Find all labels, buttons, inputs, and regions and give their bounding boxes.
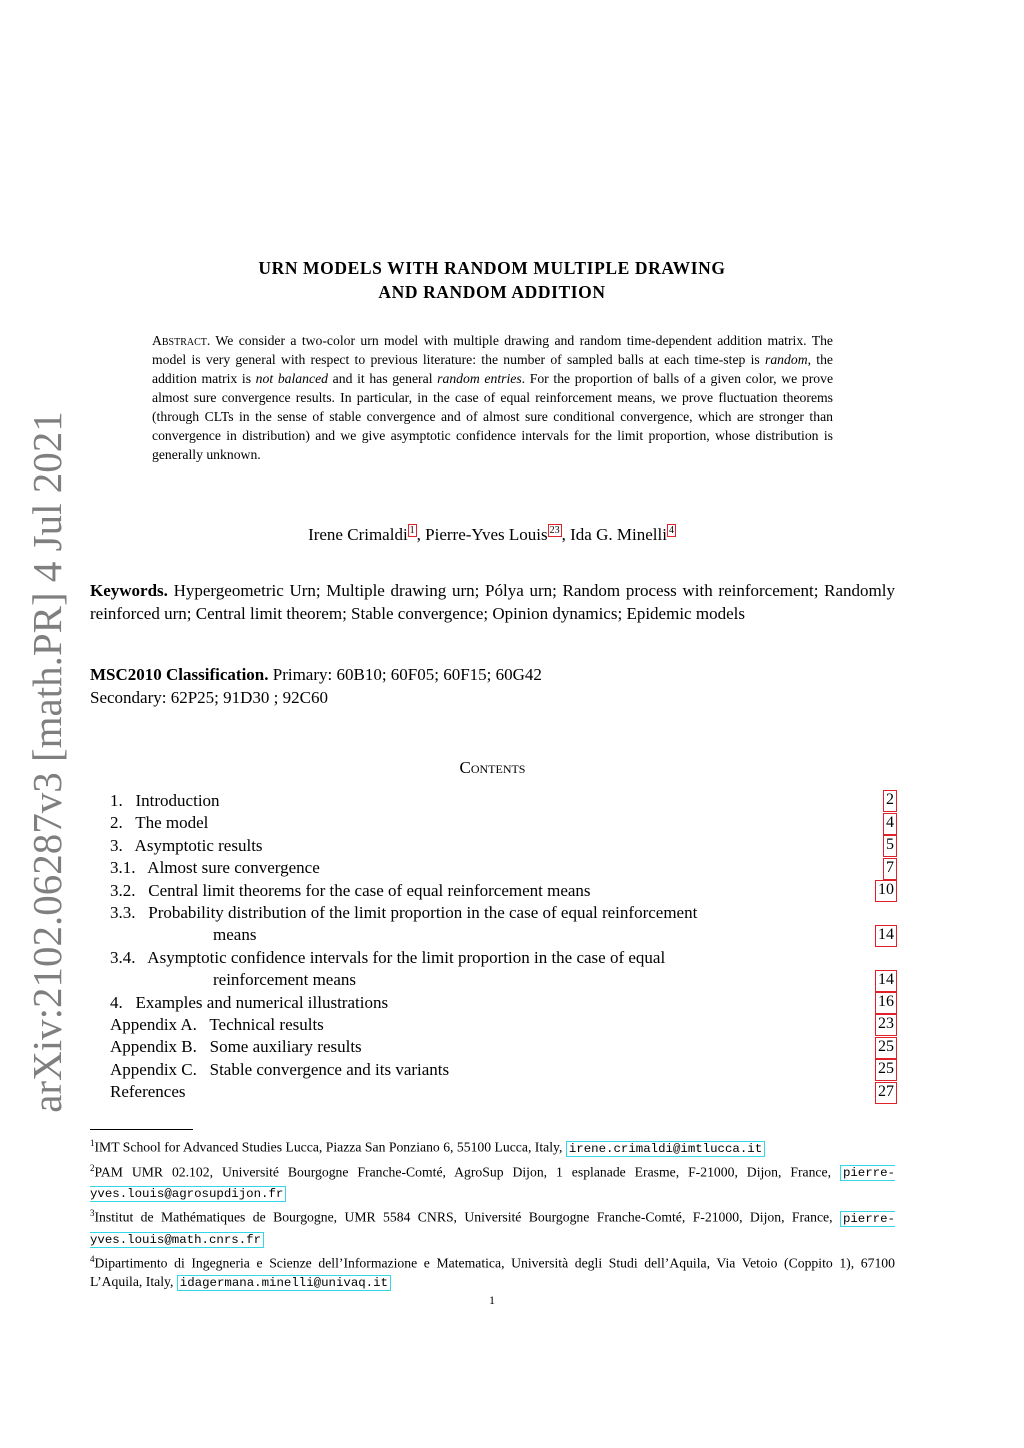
toc-entry-text: Appendix B. Some auxiliary results <box>110 1037 362 1057</box>
footnote-mark: 2 <box>90 1162 95 1173</box>
msc-secondary: Secondary: 62P25; 91D30 ; 92C60 <box>90 687 328 707</box>
toc-page-link[interactable]: 4 <box>883 813 897 835</box>
keywords <box>90 580 895 625</box>
toc-page-link[interactable]: 2 <box>883 790 897 812</box>
email-link[interactable]: irene.crimaldi@imtlucca.it <box>566 1141 765 1157</box>
contents-title: Contents <box>459 758 526 777</box>
footnote-link-4[interactable]: 4 <box>668 525 674 537</box>
footnotes <box>90 1134 895 1293</box>
toc-entry-text: References <box>110 1082 186 1102</box>
email-link[interactable]: pierre-yves.louis@agrosupdijon.fr <box>90 1166 895 1202</box>
footnote-2 <box>90 1159 895 1205</box>
footnote-mark: 1 <box>90 1138 95 1148</box>
toc-entry-appendix-b[interactable] <box>110 1036 897 1058</box>
toc-entry-text: 2. The model <box>110 813 209 833</box>
footnote-4 <box>90 1250 895 1294</box>
toc-page-link[interactable]: 14 <box>875 970 897 992</box>
footnote-text: Institut de Mathématiques de Bourgogne, UMR 5584 CNRS, Université Bourgogne Franche-Comté, F-21000, Dijon, France, <box>94 1209 840 1225</box>
abstract-text-d: . For the proportion of balls of a given color, we prove almost sure convergence results. In particular, in the case of equal reinforcement means, we prove fluctuation theorems (through CLTs in the sense of stable convergence and of almost sure conditional convergence, which are stronger than convergence in distribution) and we give asymptotic confidence intervals for the limit proportion, whose distribution is generally unknown. <box>152 371 834 462</box>
toc-entry-appendix-c[interactable] <box>110 1059 897 1081</box>
toc-page-link[interactable]: 10 <box>875 880 897 902</box>
table-of-contents <box>110 790 897 1104</box>
abstract-em-not-balanced: not balanced <box>255 371 328 386</box>
toc-entry-the-model[interactable] <box>110 812 897 834</box>
abstract-text-b: , the addition matrix is <box>152 352 833 386</box>
author-3: Ida G. Minelli <box>570 525 667 544</box>
toc-entry-text: 1. Introduction <box>110 791 220 810</box>
toc-entry-clt[interactable] <box>110 880 897 902</box>
toc-page-link[interactable]: 5 <box>883 835 897 857</box>
toc-page-link[interactable]: 23 <box>875 1014 897 1036</box>
toc-entry-continuation: reinforcement means <box>213 970 357 990</box>
msc-label: MSC2010 Classification. <box>90 665 269 684</box>
toc-entry-text-wrap <box>110 902 840 947</box>
abstract-text-c: and it has general <box>328 371 438 386</box>
toc-entry-text: Appendix C. Stable convergence and its variants <box>110 1059 450 1079</box>
keywords-label: Keywords. <box>90 581 168 600</box>
toc-entry-text: 3.4. Asymptotic confidence intervals for the limit proportion in the case of equal <box>110 947 666 967</box>
toc-page-link[interactable]: 27 <box>875 1082 897 1104</box>
abstract-em-random: random <box>765 352 808 367</box>
email-link[interactable]: pierre-yves.louis@math.cnrs.fr <box>90 1211 895 1247</box>
toc-entry-examples[interactable] <box>110 992 897 1014</box>
toc-page-link[interactable]: 25 <box>875 1037 897 1059</box>
title-line-1: URN MODELS WITH RANDOM MULTIPLE DRAWING <box>258 258 726 278</box>
footnote-1 <box>90 1134 895 1159</box>
toc-entry-text: 3. Asymptotic results <box>110 835 263 855</box>
keywords-text: Hypergeometric Urn; Multiple drawing urn; Pólya urn; Random process with reinforcement; Randomly reinforced urn; Central limit theorem; Stable convergence; Opinion dynamics; Epidemic models <box>90 581 895 623</box>
footnote-link-23[interactable]: 23 <box>549 525 560 537</box>
author-separator: , <box>416 525 426 544</box>
msc-classification <box>90 664 895 709</box>
author-separator: , <box>561 525 571 544</box>
email-link[interactable]: idagermana.minelli@univaq.it <box>177 1275 391 1291</box>
footnote-link-1[interactable]: 1 <box>409 525 415 537</box>
abstract <box>152 331 833 464</box>
footnote-3 <box>90 1204 895 1250</box>
toc-entry-references[interactable] <box>110 1081 897 1103</box>
msc-primary: Primary: 60B10; 60F05; 60F15; 60G42 <box>268 665 542 684</box>
author-2: Pierre-Yves Louis <box>425 525 548 544</box>
abstract-text-a: We consider a two-color urn model with multiple drawing and random time-dependent addition matrix. The model is very general with respect to previous literature: the number of sampled balls at each time-step is <box>152 333 833 367</box>
footnote-mark: 4 <box>90 1253 95 1264</box>
abstract-em-random-entries: random entries <box>437 371 522 386</box>
arxiv-stamp: arXiv:2102.06287v3 [math.PR] 4 Jul 2021 <box>24 411 70 1113</box>
toc-entry-text: 3.1. Almost sure convergence <box>110 858 320 878</box>
toc-entry-confidence-intervals[interactable] <box>110 947 897 992</box>
author-list <box>90 523 894 547</box>
toc-entry-asymptotic-results[interactable] <box>110 835 897 857</box>
paper-title <box>150 256 834 304</box>
toc-entry-probability-distribution[interactable] <box>110 902 897 947</box>
footnote-rule <box>90 1129 193 1130</box>
footnote-mark: 3 <box>90 1208 95 1219</box>
toc-entry-text: 3.2. Central limit theorems for the case of equal reinforcement means <box>110 880 591 900</box>
toc-entry-text-wrap <box>110 947 840 992</box>
toc-entry-appendix-a[interactable] <box>110 1014 897 1036</box>
toc-entry-text: 3.3. Probability distribution of the limit proportion in the case of equal reinforcement <box>110 902 698 922</box>
toc-entry-introduction[interactable] <box>110 790 897 812</box>
author-1: Irene Crimaldi <box>308 525 408 544</box>
footnote-text: Dipartimento di Ingegneria e Scienze dell’Informazione e Matematica, Università degli Studi dell’Aquila, Via Vetoio (Coppito 1), 67100 L’Aquila, Italy, <box>90 1255 895 1290</box>
toc-page-link[interactable]: 16 <box>875 992 897 1014</box>
toc-page-link[interactable]: 25 <box>875 1059 897 1081</box>
abstract-label: Abstract. <box>152 333 211 348</box>
toc-page-link[interactable]: 7 <box>883 858 897 880</box>
title-line-2: AND RANDOM ADDITION <box>378 282 606 302</box>
footnote-text: PAM UMR 02.102, Université Bourgogne Franche-Comté, AgroSup Dijon, 1 esplanade Erasme, F-21000, Dijon, France, <box>94 1164 840 1180</box>
toc-page-link[interactable]: 14 <box>875 925 897 947</box>
footnote-text: IMT School for Advanced Studies Lucca, Piazza San Ponziano 6, 55100 Lucca, Italy, <box>94 1139 566 1155</box>
toc-entry-almost-sure-convergence[interactable] <box>110 857 897 879</box>
toc-entry-text: Appendix A. Technical results <box>110 1014 324 1034</box>
page-number: 1 <box>489 1293 495 1307</box>
toc-entry-continuation: means <box>213 925 257 945</box>
toc-entry-text: 4. Examples and numerical illustrations <box>110 992 389 1012</box>
